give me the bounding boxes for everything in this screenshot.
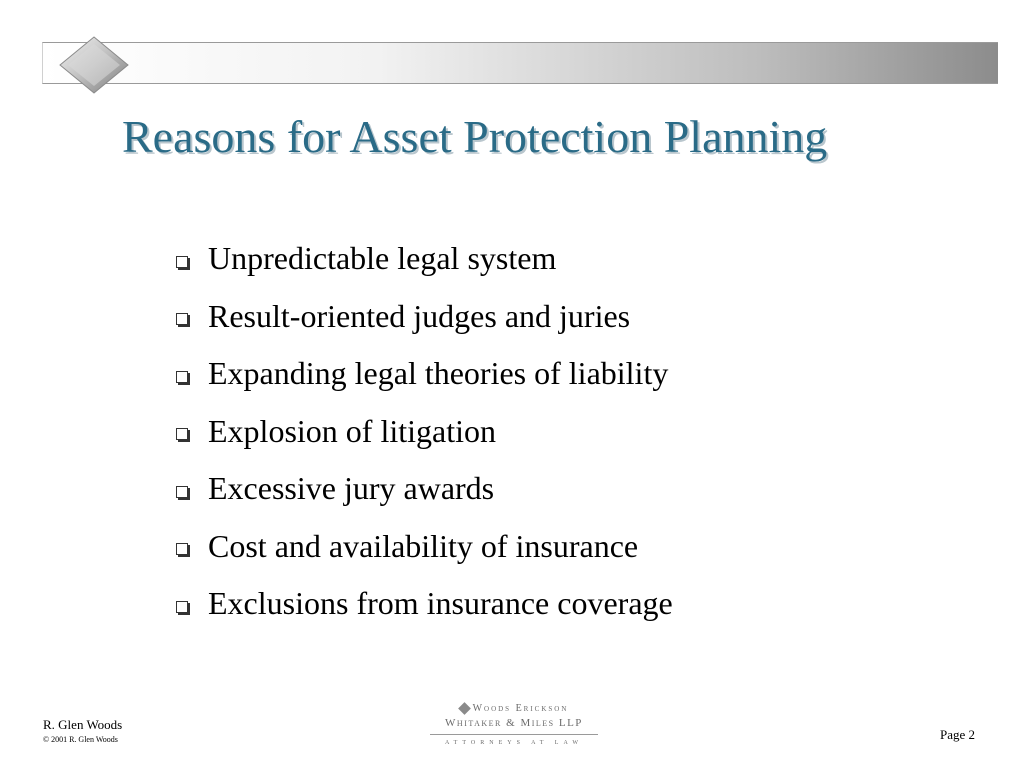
footer-copyright: © 2001 R. Glen Woods bbox=[43, 735, 118, 744]
list-item bbox=[176, 230, 673, 288]
logo-line-1 bbox=[430, 700, 598, 716]
square-bullet-icon bbox=[176, 486, 188, 498]
footer-author: R. Glen Woods bbox=[43, 717, 123, 732]
bullet-text: Excessive jury awards bbox=[208, 470, 495, 507]
list-item bbox=[176, 460, 673, 518]
firm-logo bbox=[430, 700, 598, 752]
bullet-text: Unpredictable legal system bbox=[208, 240, 557, 277]
logo-tagline: ATTORNEYS AT LAW bbox=[445, 740, 583, 746]
square-bullet-icon bbox=[176, 428, 188, 440]
list-item bbox=[176, 575, 673, 633]
square-bullet-icon bbox=[176, 601, 188, 613]
slide-title: Reasons for Asset Protection Planning bbox=[122, 111, 828, 162]
square-bullet-icon bbox=[176, 543, 188, 555]
bullet-text: Expanding legal theories of liability bbox=[208, 355, 669, 392]
square-bullet-icon bbox=[176, 371, 188, 383]
logo-divider bbox=[430, 734, 598, 735]
logo-firm-name-2: Whitaker & Miles LLP bbox=[445, 717, 583, 729]
header-gradient-bar bbox=[42, 42, 998, 84]
bullet-text: Result-oriented judges and juries bbox=[208, 297, 631, 334]
list-item bbox=[176, 345, 673, 403]
square-bullet-icon bbox=[176, 313, 188, 325]
list-item bbox=[176, 403, 673, 461]
bullet-text: Cost and availability of insurance bbox=[208, 527, 639, 564]
bullet-list bbox=[176, 230, 673, 633]
list-item bbox=[176, 288, 673, 346]
bullet-text: Explosion of litigation bbox=[208, 412, 496, 449]
square-bullet-icon bbox=[176, 256, 188, 268]
page-number: Page 2 bbox=[940, 727, 976, 742]
diamond-icon bbox=[458, 702, 471, 715]
list-item bbox=[176, 518, 673, 576]
diamond-icon bbox=[59, 36, 129, 94]
bullet-text: Exclusions from insurance coverage bbox=[208, 585, 673, 622]
logo-firm-name-1: Woods Erickson bbox=[472, 702, 569, 714]
